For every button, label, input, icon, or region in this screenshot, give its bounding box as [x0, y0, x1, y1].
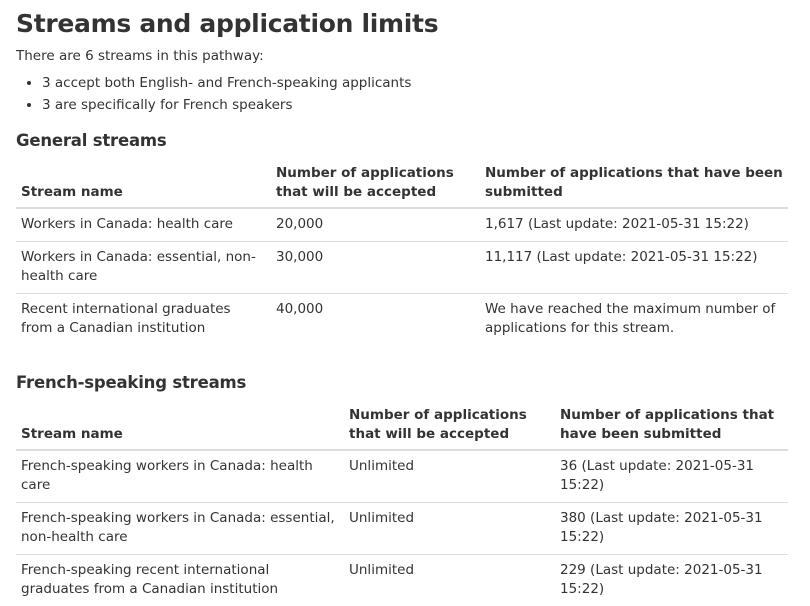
column-header-submitted: Number of applications that have been submitted — [555, 400, 788, 450]
table-header-row — [16, 400, 788, 450]
table-row — [16, 294, 788, 346]
french-streams-table — [16, 400, 788, 606]
accepted-cell: Unlimited — [344, 555, 555, 606]
stream-name-cell: French-speaking workers in Canada: essential, non-health care — [16, 503, 344, 555]
stream-name-cell: French-speaking workers in Canada: health care — [16, 450, 344, 503]
submitted-cell: 36 (Last update: 2021-05-31 15:22) — [555, 450, 788, 503]
table-row — [16, 555, 788, 606]
column-header-submitted: Number of applications that have been submitted — [480, 158, 788, 208]
accepted-cell: 20,000 — [271, 208, 480, 242]
submitted-cell: 1,617 (Last update: 2021-05-31 15:22) — [480, 208, 788, 242]
table-row — [16, 208, 788, 242]
accepted-cell: Unlimited — [344, 450, 555, 503]
stream-name-cell: Workers in Canada: health care — [16, 208, 271, 242]
general-streams-table — [16, 158, 788, 345]
streams-summary-list — [16, 74, 794, 115]
intro-text: There are 6 streams in this pathway: — [16, 47, 794, 66]
accepted-cell: 30,000 — [271, 242, 480, 294]
column-header-accepted: Number of applications that will be accepted — [271, 158, 480, 208]
accepted-cell: 40,000 — [271, 294, 480, 346]
submitted-cell: 380 (Last update: 2021-05-31 15:22) — [555, 503, 788, 555]
table-row — [16, 242, 788, 294]
submitted-cell: We have reached the maximum number of applications for this stream. — [480, 294, 788, 346]
submitted-cell: 11,117 (Last update: 2021-05-31 15:22) — [480, 242, 788, 294]
page-title: Streams and application limits — [16, 0, 794, 41]
stream-name-cell: Workers in Canada: essential, non-health care — [16, 242, 271, 294]
table-row — [16, 450, 788, 503]
accepted-cell: Unlimited — [344, 503, 555, 555]
stream-name-cell: Recent international graduates from a Canadian institution — [16, 294, 271, 346]
table-row — [16, 503, 788, 555]
column-header-stream-name: Stream name — [16, 158, 271, 208]
french-streams-heading: French-speaking streams — [16, 372, 794, 394]
stream-name-cell: French-speaking recent international graduates from a Canadian institution — [16, 555, 344, 606]
column-header-stream-name: Stream name — [16, 400, 344, 450]
list-item: • 3 accept both English- and French-speaking applicants — [42, 74, 794, 93]
table-header-row — [16, 158, 788, 208]
general-streams-heading: General streams — [16, 130, 794, 152]
column-header-accepted: Number of applications that will be accepted — [344, 400, 555, 450]
list-item: • 3 are specifically for French speakers — [42, 96, 794, 115]
submitted-cell: 229 (Last update: 2021-05-31 15:22) — [555, 555, 788, 606]
